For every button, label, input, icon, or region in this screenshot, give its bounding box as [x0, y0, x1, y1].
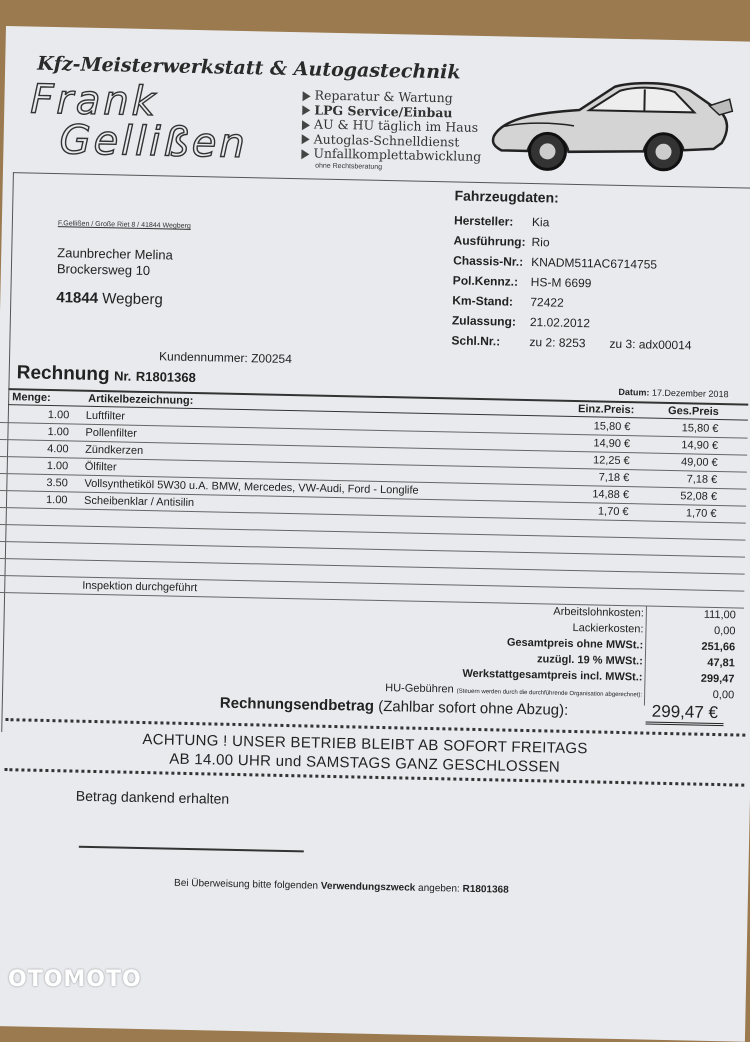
notice-line-2: AB 14.00 UHR und SAMSTAGS GANZ GESCHLOSSEN — [5, 747, 725, 779]
table-row: 1.00 Luftfilter 15,80 € 15,80 € — [0, 406, 748, 439]
col-header-item: Artikelbezeichnung: — [88, 393, 193, 407]
table-row: 1.00 Scheibenklar / Antisilin 1,70 € 1,70 € — [0, 491, 746, 524]
col-header-total: Ges.Preis — [668, 405, 719, 418]
owner-last-name: Gellißen — [59, 117, 248, 167]
recipient-street: Brockersweg 10 — [57, 261, 151, 278]
table-row: 1.00 Pollenfilter 14,90 € 14,90 € — [0, 423, 748, 456]
customer-number: Kundennummer: Z00254 — [159, 349, 292, 366]
triangle-bullet-icon — [302, 134, 310, 144]
recipient-zip: 41844 — [56, 289, 98, 307]
table-row-note: Inspektion durchgeführt — [0, 576, 744, 609]
total-row: Werkstattgesamtpreis incl. MWSt.: 299,47 — [0, 656, 743, 688]
transfer-instruction: Bei Überweisung bitte folgenden Verwendungszweck angeben: R1801368 — [174, 878, 509, 896]
vehicle-field: Ausführung: Rio — [453, 230, 693, 255]
totals-block — [0, 592, 744, 704]
final-amount-value: 299,47 € — [646, 702, 725, 727]
services-list — [301, 88, 482, 164]
otomoto-watermark: OTOMOTO — [8, 967, 142, 992]
vehicle-field: Zulassung: 21.02.2012 — [452, 310, 692, 335]
sports-car-logo — [483, 66, 735, 181]
hu-fee-row: HU-Gebühren (Steuern werden durch die durchführende Organisation abgerechnet): 0,00 — [0, 672, 742, 704]
vehicle-field: Pol.Kennz.: HS-M 6699 — [453, 270, 693, 295]
table-row: 4.00 Zündkerzen 12,25 € 49,00 € — [0, 440, 747, 473]
col-header-qty: Menge: — [12, 391, 51, 404]
total-row: Arbeitslohnkosten: 111,00 — [0, 592, 744, 624]
col-header-unit: Einz.Preis: — [578, 403, 634, 416]
vehicle-field: Hersteller: Kia — [454, 210, 694, 235]
recipient-city-line — [56, 289, 163, 308]
vehicle-field: Schl.Nr.: zu 2: 8253 zu 3: adx00014 — [451, 330, 691, 355]
triangle-bullet-icon — [303, 91, 311, 101]
service-item: Reparatur & Wartung — [302, 88, 482, 106]
triangle-bullet-icon — [302, 105, 310, 115]
items-table — [0, 406, 748, 609]
sender-line: F.Gellißen / Große Riet 8 / 41844 Wegberg — [58, 220, 191, 230]
invoice-title: Rechnung — [17, 362, 110, 385]
invoice-nr-label: Nr. — [114, 368, 132, 383]
invoice-title-line — [16, 362, 196, 388]
notice-line-1: ACHTUNG ! UNSER BETRIEB BLEIBT AB SOFORT FREITAGS — [5, 728, 725, 760]
invoice-number: R1801368 — [136, 369, 196, 385]
triangle-bullet-icon — [301, 149, 309, 159]
vehicle-data-table — [451, 210, 694, 355]
recipient-name: Zaunbrecher Melina — [57, 245, 173, 262]
total-row: Gesamtpreis ohne MWSt.: 251,66 — [0, 624, 743, 656]
vehicle-data-title: Fahrzeugdaten: — [454, 187, 559, 205]
table-row: 1.00 Ölfilter 7,18 € 7,18 € — [0, 457, 747, 490]
service-item: Autoglas-Schnelldienst — [302, 132, 482, 150]
triangle-bullet-icon — [302, 120, 310, 130]
total-row: zuzügl. 19 % MWSt.: 47,81 — [0, 640, 743, 672]
table-row: 3.50 Vollsynthetiköl 5W30 u.A. BMW, Mercedes, VW-Audi, Ford - Longlife 14,88 € 52,08 € — [0, 474, 746, 507]
invoice-date: Datum: 17.Dezember 2018 — [618, 387, 728, 399]
vehicle-field: Km-Stand: 72422 — [452, 290, 692, 315]
invoice-paper — [0, 26, 750, 1042]
service-item: AU & HU täglich im Haus — [302, 117, 482, 135]
service-item: Unfallkomplettabwicklung — [301, 146, 481, 164]
services-note: ohne Rechtsberatung — [315, 163, 382, 171]
shop-title: Kfz-Meisterwerkstatt & Autogastechnik — [37, 53, 461, 84]
vehicle-field: Chassis-Nr.: KNADM511AC6714755 — [453, 250, 693, 275]
total-row: Lackierkosten: 0,00 — [0, 608, 744, 640]
owner-first-name: Frank — [30, 77, 158, 126]
recipient-city: Wegberg — [102, 290, 163, 308]
schl-nr-extra: zu 3: adx00014 — [609, 337, 691, 353]
signature-line — [79, 846, 304, 853]
final-amount-label: Rechnungsendbetrag (Zahlbar sofort ohne Abzug): — [220, 695, 569, 719]
service-item: LPG Service/Einbau — [302, 103, 482, 121]
payment-received-text: Betrag dankend erhalten — [76, 788, 230, 807]
